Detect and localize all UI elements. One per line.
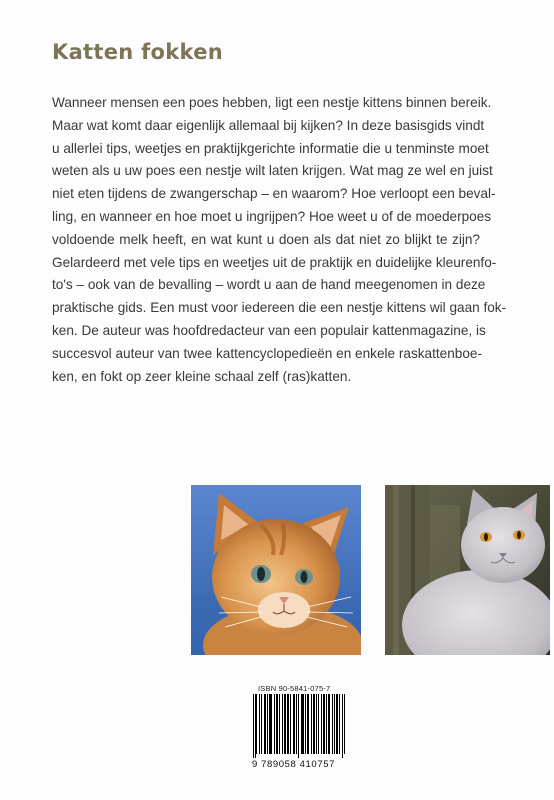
blurb-line: weten als u uw poes een nestje wilt laten krijgen. Wat mag ze wel en juist	[52, 163, 493, 179]
blurb-line: Maar wat komt daar eigenlijk allemaal bij kijken? In deze basisgids vindt	[52, 117, 485, 133]
barcode-bar	[318, 694, 319, 754]
isbn-barcode	[253, 694, 345, 758]
barcode-bar	[255, 694, 256, 758]
barcode-bar	[302, 694, 303, 754]
barcode-bar	[282, 694, 283, 754]
barcode-bar	[270, 694, 271, 754]
book-title: Katten fokken	[52, 40, 224, 64]
barcode-bar	[313, 694, 314, 754]
barcode-bar	[288, 694, 289, 754]
barcode-bar	[328, 694, 329, 754]
barcode-bar	[339, 694, 340, 754]
barcode-bar	[311, 694, 312, 754]
isbn-label: ISBN 90-5841-075-7	[258, 684, 331, 693]
blurb-line: ken. De auteur was hoofdredacteur van een populair kattenmagazine, is	[52, 322, 486, 338]
blurb-line: praktische gids. Een must voor iedereen die een nestje kittens wil gaan fok-	[52, 300, 507, 316]
red-tabby-kitten-photo	[191, 485, 361, 655]
barcode-bar	[259, 694, 260, 754]
barcode-bar	[256, 694, 257, 754]
barcode-bar	[269, 694, 270, 754]
barcode-bar	[324, 694, 325, 754]
barcode-bar	[342, 694, 343, 758]
barcode-bar	[290, 694, 291, 754]
barcode-bar	[296, 694, 297, 754]
barcode-bar	[314, 694, 315, 754]
blurb-line: niet eten tijdens de zwangerschap – en waarom? Hoe verloopt een beval-	[52, 186, 496, 202]
barcode-bar	[277, 694, 278, 754]
barcode-bar	[303, 694, 304, 754]
barcode-bar	[323, 694, 324, 754]
barcode-bar	[279, 694, 280, 754]
barcode-bar	[285, 694, 286, 754]
blurb-line: voldoende melk heeft, en wat kunt u doen als dat niet zo blijkt te zijn?	[52, 231, 480, 247]
blurb-line: succesvol auteur van twee kattencyclopedieën en enkele raskattenboe-	[52, 345, 482, 361]
barcode-bar	[276, 694, 277, 754]
barcode-bar	[253, 694, 254, 758]
barcode-bar	[305, 694, 306, 754]
blurb-line: Wanneer mensen een poes hebben, ligt een nestje kittens binnen bereik.	[52, 95, 492, 110]
barcode-bar	[344, 694, 345, 754]
blurb-line: ling, en wanneer en hoe moet u ingrijpen? Hoe weet u of de moederpoes	[52, 208, 492, 224]
blurb-line: to's – ook van de bevalling – wordt u aan de hand meegenomen in deze	[52, 277, 486, 293]
barcode-bar	[334, 694, 335, 754]
barcode-bar	[265, 694, 266, 754]
blurb-line: u allerlei tips, weetjes en praktijkgerichte informatie die u tenminste moet	[52, 140, 489, 156]
british-blue-cat-photo	[385, 485, 550, 655]
barcode-bar	[301, 694, 302, 754]
barcode-bar	[332, 694, 333, 754]
barcode-digits: 9 789058 410757	[252, 759, 335, 770]
barcode-bar	[308, 694, 309, 754]
barcode-bar	[293, 694, 294, 754]
barcode-bar	[329, 694, 330, 754]
barcode-bar	[261, 694, 262, 754]
barcode-bar	[307, 694, 308, 754]
barcode-bar	[267, 694, 268, 754]
barcode-bar	[274, 694, 275, 754]
barcode-bar	[294, 694, 295, 754]
blurb-line: ken, en fokt op zeer kleine schaal zelf (ras)katten.	[52, 368, 352, 384]
barcode-bar	[326, 694, 327, 754]
blurb-line: Gelardeerd met vele tips en weetjes uit de praktijk en duidelijke kleurenfo-	[52, 254, 497, 270]
barcode-bar	[337, 694, 338, 754]
barcode-bar	[264, 694, 265, 754]
barcode-bar	[271, 694, 272, 754]
book-blurb	[52, 92, 507, 388]
barcode-bar	[287, 694, 288, 754]
barcode-bar	[336, 694, 337, 754]
barcode-bar	[321, 694, 322, 754]
barcode-bar	[316, 694, 317, 754]
barcode-bar	[298, 694, 299, 758]
barcode-bar	[284, 694, 285, 754]
